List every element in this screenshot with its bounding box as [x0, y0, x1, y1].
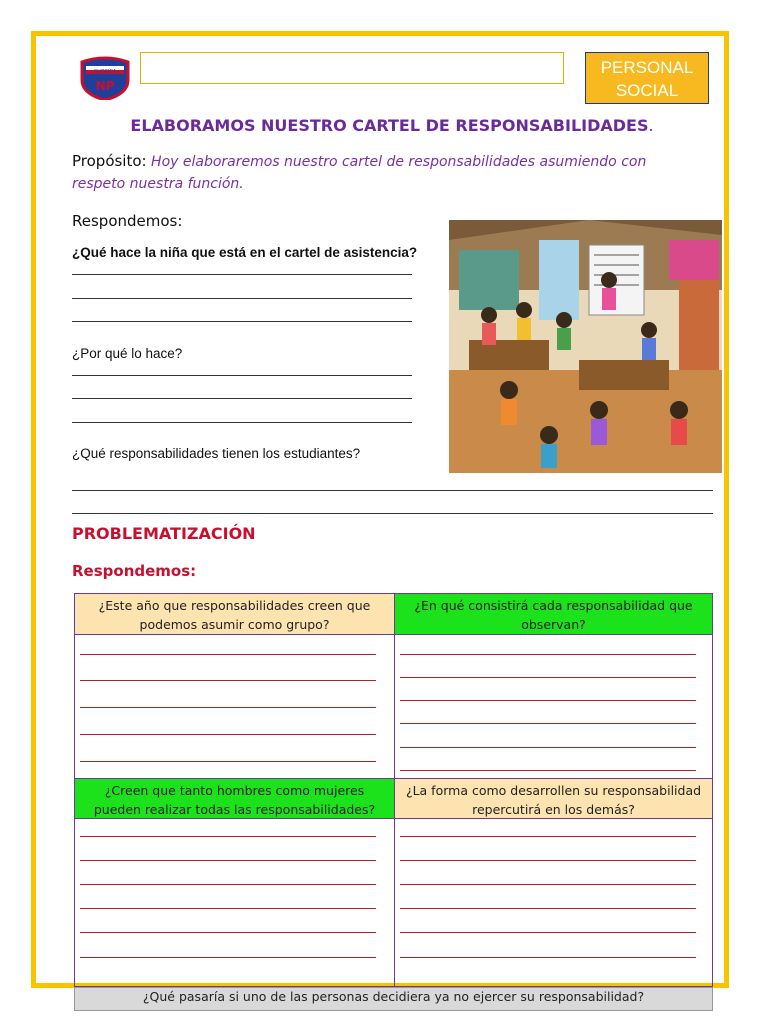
table-question-1: ¿Este año que responsabilidades creen que podemos asumir como grupo?: [74, 593, 395, 635]
question-1: ¿Qué hace la niña que está en el cartel de asistencia?: [72, 245, 418, 260]
answer-line[interactable]: [400, 770, 696, 771]
table-question-2: ¿En qué consistirá cada responsabilidad que observan?: [394, 593, 713, 635]
classroom-illustration: [449, 220, 722, 473]
school-logo: [78, 56, 132, 100]
answer-line[interactable]: [400, 884, 696, 885]
subject-label-line1: PERSONAL: [600, 58, 694, 77]
logo-text-top: CHOSICA: [93, 69, 117, 75]
answer-line[interactable]: [72, 274, 412, 275]
page-title-dot: .: [648, 116, 654, 135]
answer-line[interactable]: [72, 321, 412, 322]
answer-line[interactable]: [400, 957, 696, 958]
answer-line[interactable]: [80, 654, 376, 655]
name-field[interactable]: [140, 52, 564, 84]
answer-line[interactable]: [400, 677, 696, 678]
answer-line[interactable]: [80, 957, 376, 958]
answer-line[interactable]: [80, 908, 376, 909]
answer-line[interactable]: [400, 654, 696, 655]
section-heading-respondemos: Respondemos:: [72, 212, 183, 230]
answer-line[interactable]: [72, 513, 713, 514]
purpose-paragraph: [72, 150, 702, 195]
answer-line[interactable]: [72, 398, 412, 399]
answer-line[interactable]: [80, 884, 376, 885]
purpose-label: Propósito:: [72, 152, 147, 170]
table-question-3: ¿Creen que tanto hombres como mujeres pueden realizar todas las responsabilidades?: [74, 778, 395, 819]
answer-line[interactable]: [400, 908, 696, 909]
question-2: ¿Por qué lo hace?: [72, 346, 183, 361]
answer-line[interactable]: [80, 836, 376, 837]
answer-line[interactable]: [72, 375, 412, 376]
bottom-question: ¿Qué pasaría si uno de las personas decidiera ya no ejercer su responsabilidad?: [74, 987, 713, 1011]
answer-line[interactable]: [80, 860, 376, 861]
logo-text-bottom: NP: [95, 79, 115, 93]
answer-line[interactable]: [400, 747, 696, 748]
answer-line[interactable]: [400, 836, 696, 837]
answer-line[interactable]: [80, 707, 376, 708]
section-heading-respondemos-2: Respondemos:: [72, 562, 197, 580]
answer-line[interactable]: [80, 680, 376, 681]
answer-line[interactable]: [72, 298, 412, 299]
subject-label-line2: SOCIAL: [615, 81, 679, 100]
page-title-text: ELABORAMOS NUESTRO CARTEL DE RESPONSABILIDADES: [130, 116, 649, 135]
question-3: ¿Qué responsabilidades tienen los estudiantes?: [72, 446, 361, 461]
section-heading-problematizacion: PROBLEMATIZACIÓN: [72, 524, 256, 543]
subject-label: [585, 52, 709, 104]
answer-line[interactable]: [400, 700, 696, 701]
answer-line[interactable]: [80, 932, 376, 933]
answer-line[interactable]: [400, 723, 696, 724]
answer-line[interactable]: [72, 422, 412, 423]
answer-line[interactable]: [80, 734, 376, 735]
answer-line[interactable]: [400, 860, 696, 861]
table-question-4: ¿La forma como desarrollen su responsabilidad repercutirá en los demás?: [394, 778, 713, 819]
answer-line[interactable]: [80, 761, 376, 762]
page-title: [72, 116, 712, 135]
answer-line[interactable]: [72, 490, 713, 491]
answer-line[interactable]: [400, 932, 696, 933]
purpose-text: Hoy elaboraremos nuestro cartel de responsabilidades asumiendo con respeto nuestra función.: [72, 154, 647, 192]
